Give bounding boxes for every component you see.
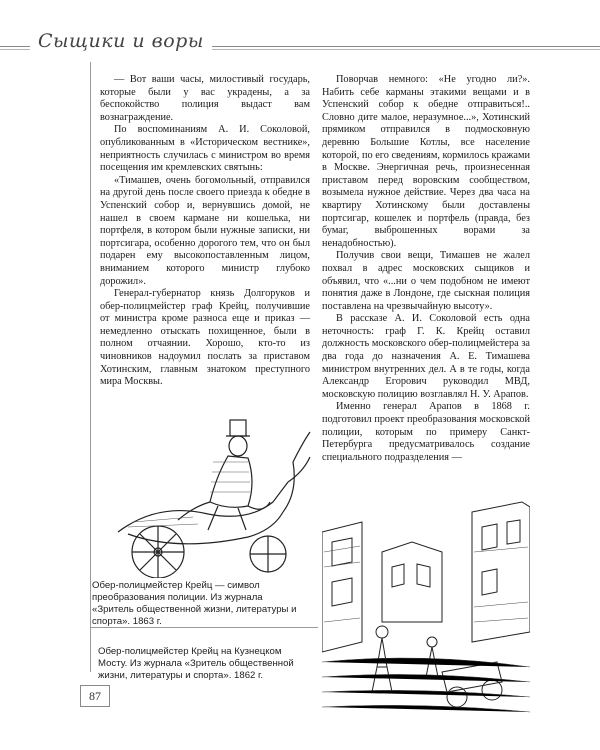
street-engraving — [322, 492, 530, 714]
paragraph: «Тимашев, очень богомольный, отправился на другой день после своего приезда к обедне в Успенский собор и, вернувшись домой, не нашел в своем кармане ни кошелька, ни портфеля, в котором были нужные записки, ни портсигара, особенно дорогого тем, что он был подарен ему высокопоставленным лицом, вниманием которого министр глубоко дорожил». — [100, 174, 310, 287]
running-head-band — [0, 30, 600, 64]
paragraph: В рассказе А. И. Соколовой есть одна неточность: граф Г. К. Крейц оставил должность московского обер-полицмейстера за два года до назначения А. Е. Тимашева министром внутренних дел. А в те годы, когда Александр Егорович руководил МВД, московскую полицию возглавлял Н. У. Арапов. — [322, 313, 530, 400]
figure-caption: Обер-полицмейстер Крейц на Кузнецком Мосту. Из журнала «Зритель общественной жизни, литературы и спорта». 1862 г. — [98, 646, 294, 681]
margin-rule — [90, 62, 91, 672]
page-number: 87 — [80, 685, 110, 707]
running-head: Сыщики и воры — [30, 30, 212, 52]
left-text-column — [100, 74, 310, 389]
paragraph: Именно генерал Арапов в 1868 г. подготовил проект преобразования московской полиции, которым по примеру Санкт-Петербурга предусматривалось создание специального подразделения — — [322, 401, 530, 463]
carriage-illustration — [98, 402, 316, 578]
figure-caption: Обер-полицмейстер Крейц — символ преобразования полиции. Из журнала «Зритель общественной жизни, литературы и спорта». 1863 г. — [92, 580, 297, 627]
paragraph: Получив свои вещи, Тимашев не жалел похвал в адрес московских сыщиков и объявил, что «...ни о чем подобном не имеют понятия даже в Лондоне, где сыскная полиция поставлена на чрезвычайную высоту». — [322, 250, 530, 312]
paragraph: По воспоминаниям А. И. Соколовой, опубликованным в «Историческом вестнике», неприятность случилась с министром во время посещения им кремлевских святынь: — [100, 124, 310, 174]
paragraph: Поворчав немного: «Не угодно ли?». Набить себе карманы этакими вещами и в Успенский собор к обедне отправиться!.. Словно дите малое, неразумное...», Хотинский прямиком отправился в подмосковную деревню Большие Котлы, все население которой, по его сведениям, кормилось кражами в Москве. Энергичная речь, произнесенная приставом перед воровским сообществом, возымела нужное действие. Через два часа на квартиру Хотинскому были доставлены портсигар, кошелек и портфель (правда, без бумаг, выброшенных ворами за ненадобностью). — [322, 74, 530, 249]
caption-rule — [90, 627, 318, 628]
right-text-column — [322, 74, 530, 464]
carriage-engraving — [98, 402, 316, 578]
paragraph: Генерал-губернатор князь Долгоруков и обер-полицмейстер граф Крейц, получившие от министра кроме разноса еще и приказ — немедленно отыскать похищенное, были в полном отчаянии. Хорошо, кто-то из чиновников надоумил послать за приставом Хотинским, главным знатоком преступного мира Москвы. — [100, 288, 310, 388]
street-illustration — [322, 492, 530, 714]
paragraph: — Вот ваши часы, милостивый государь, которые были у вас украдены, а за беспокойство полиция выдаст вам вознаграждение. — [100, 74, 310, 123]
